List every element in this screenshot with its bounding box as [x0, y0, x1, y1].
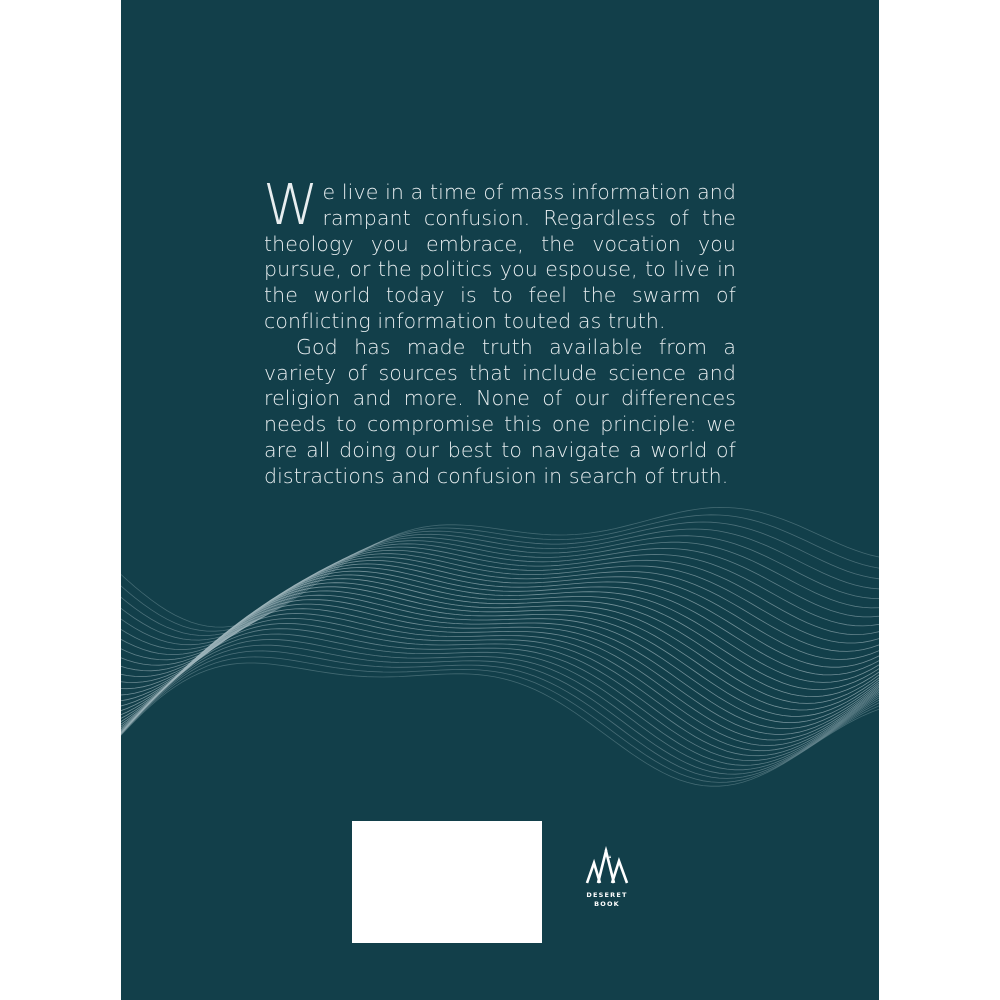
wave-line — [121, 624, 879, 756]
wave-line — [121, 522, 879, 636]
wave-line — [121, 657, 879, 783]
blurb-paragraph-2: God has made truth available from a variety of sources that include science and religion and more. None of our differences needs to compromise this one principle: we are all doing our best to navigate a world of distractions and confusion in search of truth. — [264, 334, 736, 488]
publisher-logo — [581, 845, 633, 925]
blurb-paragraph-1 — [263, 173, 736, 335]
publisher-name-line-2: BOOK — [594, 900, 620, 908]
wave-line — [121, 583, 879, 719]
drop-cap: W — [263, 173, 319, 238]
cover-blurb — [263, 173, 736, 490]
wave-line — [121, 579, 879, 714]
blurb-paragraph-1-text: e live in a time of mass information and rampant confusion. Regardless of the theology you embrace, the vocation you pursue, or the politics you espouse, to live in the world today is to feel the swarm of conflicting information touted as truth. — [264, 180, 736, 333]
barcode-placeholder — [352, 821, 542, 943]
wave-line — [121, 575, 879, 708]
wave-line — [121, 663, 879, 786]
publisher-name-line-1: DESERET — [586, 891, 628, 899]
wave-line — [121, 609, 879, 740]
deseret-book-spires-icon — [584, 845, 630, 885]
back-cover — [121, 0, 879, 1000]
